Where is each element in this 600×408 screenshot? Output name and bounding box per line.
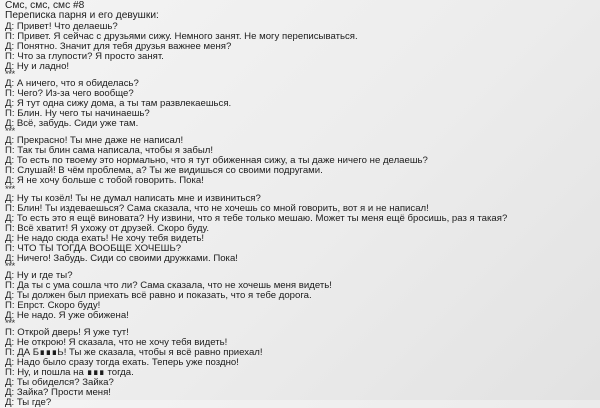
message-line: П: ЧТО ТЫ ТОГДА ВООБЩЕ ХОЧЕШЬ?: [5, 243, 182, 254]
message-line: Д: Понятно. Значит для тебя друзья важнее меня?: [5, 41, 232, 52]
message-line: Д: То есть это я ещё виновата? Ну извини, что я тебе только мешаю. Может ты меня ещё бросишь, раз я такая?: [5, 213, 508, 224]
separator: ***: [5, 69, 15, 81]
message-line: П: ДА Б∎∎∎Ь! Ты же сказала, чтобы я всё равно приехал!: [5, 348, 263, 359]
separator: ***: [5, 183, 15, 195]
message-line: П: Привет. Я сейчас с друзьями сижу. Немного занят. Не могу переписываться.: [5, 31, 358, 42]
message-line: Д: Я тут одна сижу дома, а ты там развлекаешься.: [5, 99, 232, 110]
message-line: Д: Ты где?: [5, 398, 52, 408]
message-line: Д: Ну и ладно!: [5, 62, 70, 72]
message-line: Д: Не надо. Я уже обижена!: [5, 311, 129, 322]
message-line: Д: Не надо сюда ехать! Не хочу тебя видеть!: [5, 233, 205, 244]
message-line: П: Что за глупости? Я просто занят.: [5, 51, 164, 62]
message-line: Д: Всё, забудь. Сиди уже там.: [5, 119, 139, 130]
message-line: П: Так ты блин сама написала, чтобы я забыл!: [5, 146, 214, 157]
message-line: Д: Зайка? Прости меня!: [5, 388, 111, 399]
message-line: П: Да ты с ума сошла что ли? Сама сказала, что не хочешь меня видеть!: [5, 280, 332, 291]
message-line: Д: Ну и где ты?: [5, 270, 73, 281]
conversation: [5, 22, 600, 408]
message-line: П: Слушай! В чём проблема, а? Ты же видишься со своими подругами.: [5, 166, 323, 177]
page-title: Смс, смс, смс #8: [5, 0, 85, 11]
message-line: П: Ну, и пошла на ∎∎∎ тогда.: [5, 368, 134, 379]
separator: ***: [5, 318, 15, 330]
separator: ***: [5, 126, 15, 138]
message-line: П: Всё хватит! Я ухожу от друзей. Скоро буду.: [5, 223, 209, 234]
message-line: Д: Ты обиделся? Зайка?: [5, 378, 114, 389]
message-line: П: Чего? Из-за чего вообще?: [5, 89, 134, 100]
message-line: Д: Не открою! Я сказала, что не хочу тебя видеть!: [5, 338, 228, 349]
message-line: Д: То есть по твоему это нормально, что я тут обиженная сижу, а ты даже ничего не делаешь?: [5, 156, 428, 167]
message-line: Д: Ну ты козёл! Ты не думал написать мне и извиниться?: [5, 193, 261, 204]
message-line: Д: Ты должен был приехать всё равно и показать, что я тебе дорога.: [5, 290, 312, 301]
message-line: Д: Ничего! Забудь. Сиди со своими дружками. Пока!: [5, 253, 238, 264]
message-line: П: Ёпрст. Скоро буду!: [5, 300, 101, 311]
message-line: Д: Надо было сразу тогда ехать. Теперь уже поздно!: [5, 358, 239, 369]
message-line: П: Открой дверь! Я уже тут!: [5, 328, 129, 339]
message-line: Д: Привет! Что делаешь?: [5, 21, 118, 32]
message-line: П: Блин. Ну чего ты начинаешь?: [5, 109, 150, 120]
message-line: Д: А ничего, что я обиделась?: [5, 79, 139, 90]
message-line: П: Блин! Ты издеваешься? Сама сказала, что не хочешь со мной говорить, вот я и не написал!: [5, 203, 429, 214]
page-subtitle: Переписка парня и его девушки:: [5, 10, 159, 22]
separator: ***: [5, 260, 15, 272]
message-line: Д: Прекрасно! Ты мне даже не написал!: [5, 136, 184, 147]
message-line: Д: Я не хочу больше с тобой говорить. Пока!: [5, 176, 204, 187]
